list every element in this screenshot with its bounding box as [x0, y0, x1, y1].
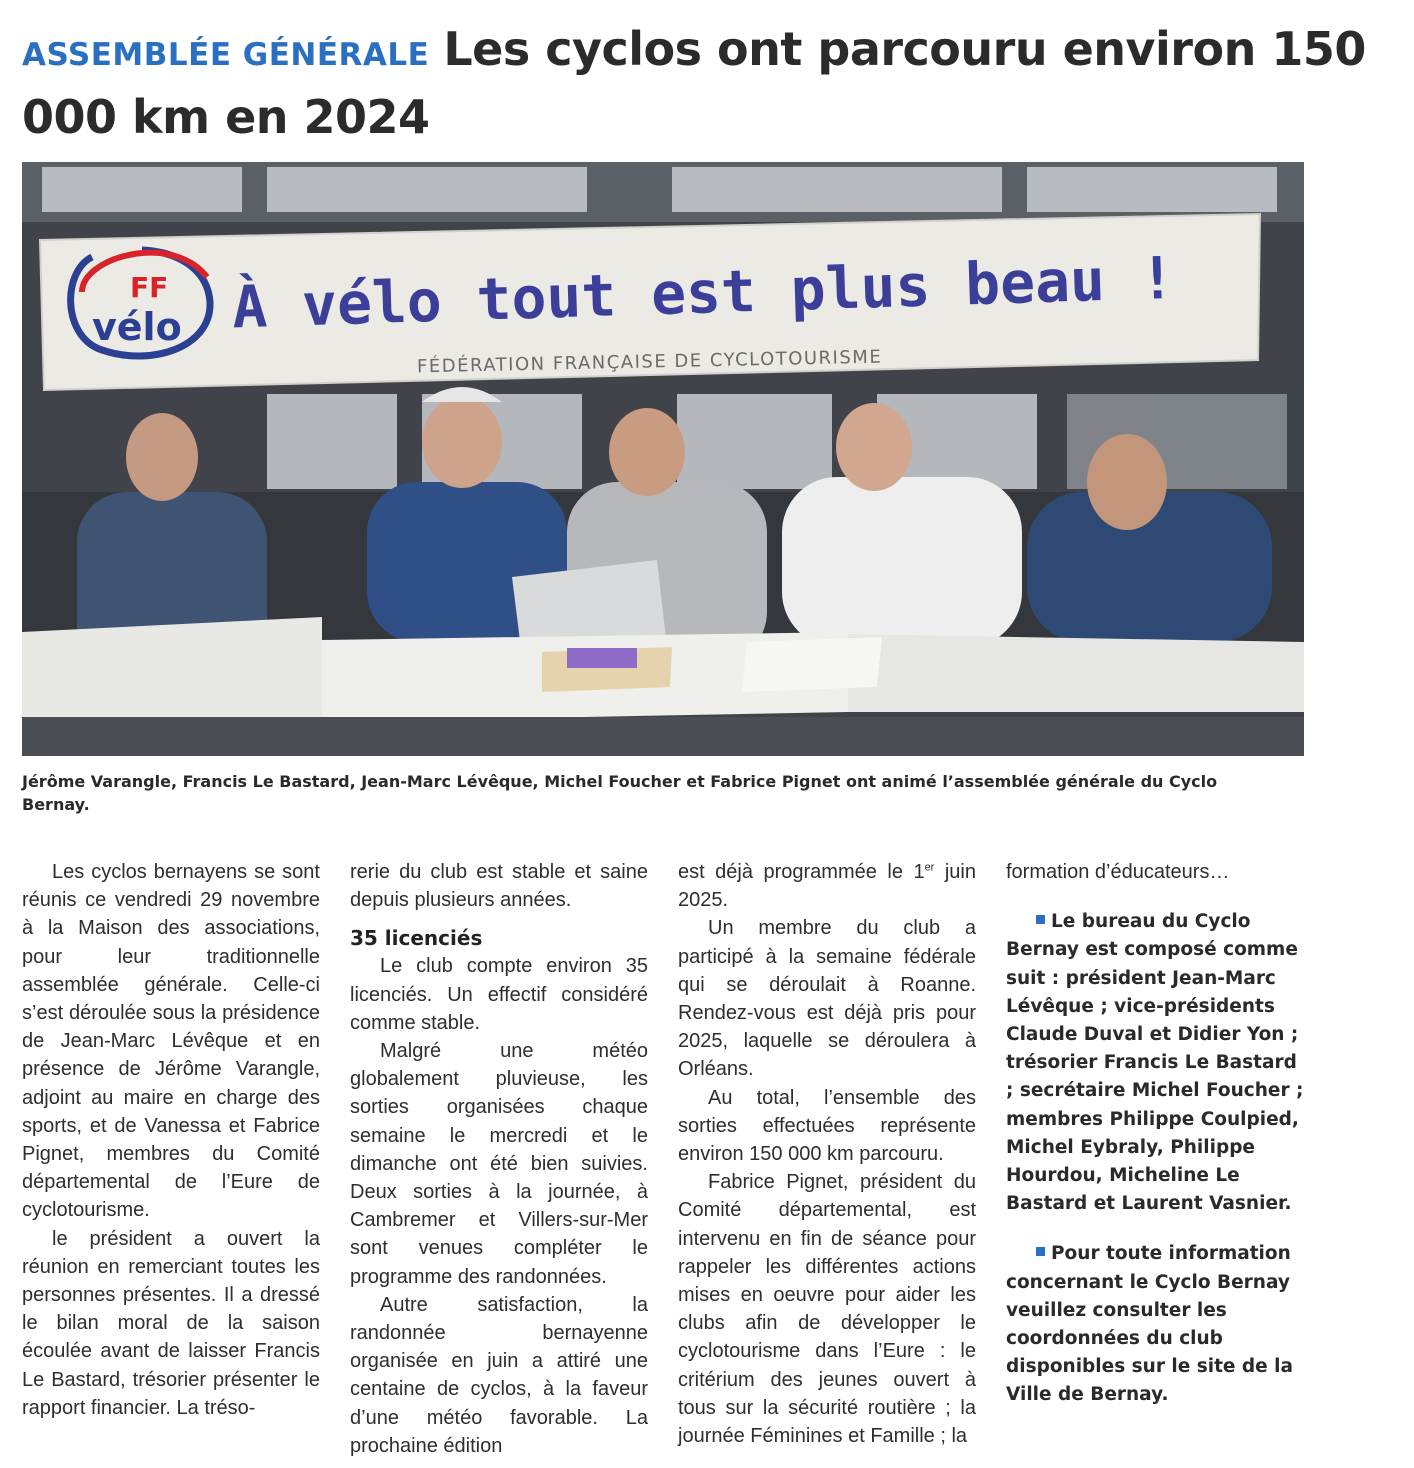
- logo-ff: FF: [130, 271, 169, 304]
- paragraph: Un membre du club a participé à la semaine fédérale qui se déroulait à Roanne. Rendez-vous est déjà pris pour 2025, laquelle se déroulera à Orléans.: [678, 917, 976, 1081]
- paragraph-continued: [678, 858, 976, 914]
- paragraph-continued: formation d’éducateurs…: [1006, 861, 1230, 883]
- photo-scene: [22, 162, 1304, 756]
- article-title: Les cyclos ont parcouru environ 150 000 km en 2024: [22, 22, 1366, 144]
- logo-velo: vélo: [92, 305, 182, 349]
- banner-subtitle: FÉDÉRATION FRANÇAISE DE CYCLOTOURISME: [416, 346, 883, 378]
- banner-slogan: À vélo tout est plus beau !: [231, 243, 1176, 342]
- column-4: [1006, 858, 1306, 1410]
- paragraph: Au total, l’ensemble des sorties effectuées représente environ 150 000 km parcouru.: [678, 1086, 976, 1166]
- paragraph: Malgré une météo globalement pluvieuse, les sorties organisées chaque semaine le mercredi et le dimanche ont été bien suivies. Deux sorties à la journée, à Cambremer et Villers-sur-Mer sont venues compléter le programme des randonnées.: [350, 1040, 648, 1288]
- photo-caption: Jérôme Varangle, Francis Le Bastard, Jean-Marc Lévêque, Michel Foucher et Fabrice Pignet ont animé l’assemblée générale du Cyclo Bernay.: [22, 772, 1218, 814]
- paragraph: Autre satisfaction, la randonnée bernayenne organisée en juin a attiré une centaine de cyclos, à la faveur d’une météo favorable. La prochaine édition: [350, 1293, 648, 1457]
- bullet-icon: [1036, 915, 1045, 924]
- column-1: [22, 858, 320, 1422]
- paragraph: le président a ouvert la réunion en remerciant toutes les personnes présentes. Il a dressé le bilan moral de la saison écoulée avant de laisser Francis Le Bastard, trésorier présenter le rapport financier. La tréso-: [22, 1227, 320, 1419]
- paragraph: Fabrice Pignet, président du Comité départemental, est intervenu en fin de séance pour rappeler les différentes actions mises en oeuvre pour aider les clubs afin de développer le cyclotourisme dans l’Eure : le critérium des jeunes ouvert à tous sur la sécurité routière ; la journée Féminines et Famille ; la: [678, 1171, 976, 1448]
- headline: [22, 18, 1392, 148]
- article-photo: [22, 162, 1304, 756]
- subheading: 35 licenciés: [350, 926, 483, 951]
- info-box-bureau: [1006, 908, 1306, 1218]
- info-bureau-text: Le bureau du Cyclo Bernay est composé comme suit : président Jean-Marc Lévêque ; vice-présidents Claude Duval et Didier Yon ; trésorier Francis Le Bastard ; secrétaire Michel Foucher ; membres Philippe Coulpied, Michel Eybraly, Philippe Hourdou, Micheline Le Bastard et Laurent Vasnier.: [1006, 911, 1304, 1215]
- info-contact-text: Pour toute information concernant le Cyclo Bernay veuillez consulter les coordonnées du club disponibles sur le site de la Ville de Bernay.: [1006, 1243, 1293, 1406]
- column-2: [350, 858, 648, 1460]
- date-text-end: juin 2025.: [678, 861, 976, 912]
- date-text: est déjà programmée le 1: [678, 861, 925, 883]
- ordinal-suffix: er: [924, 861, 935, 874]
- kicker: ASSEMBLÉE GÉNÉRALE: [22, 37, 430, 73]
- column-3: [678, 858, 976, 1450]
- bullet-icon: [1036, 1247, 1045, 1256]
- paragraph: Les cyclos bernayens se sont réunis ce vendredi 29 novembre à la Maison des associations, pour leur traditionnelle assemblée générale. Celle-ci s’est déroulée sous la présidence de Jean-Marc Lévêque et en présence de Jérôme Varangle, adjoint au maire en charge des sports, et de Vanessa et Fabrice Pignet, membres du Comité départemental de l’Eure de cyclotourisme.: [22, 861, 320, 1222]
- paragraph-continued: rerie du club est stable et saine depuis plusieurs années.: [350, 861, 648, 912]
- info-box-contact: [1006, 1240, 1306, 1409]
- paragraph: Le club compte environ 35 licenciés. Un effectif considéré comme stable.: [350, 955, 648, 1034]
